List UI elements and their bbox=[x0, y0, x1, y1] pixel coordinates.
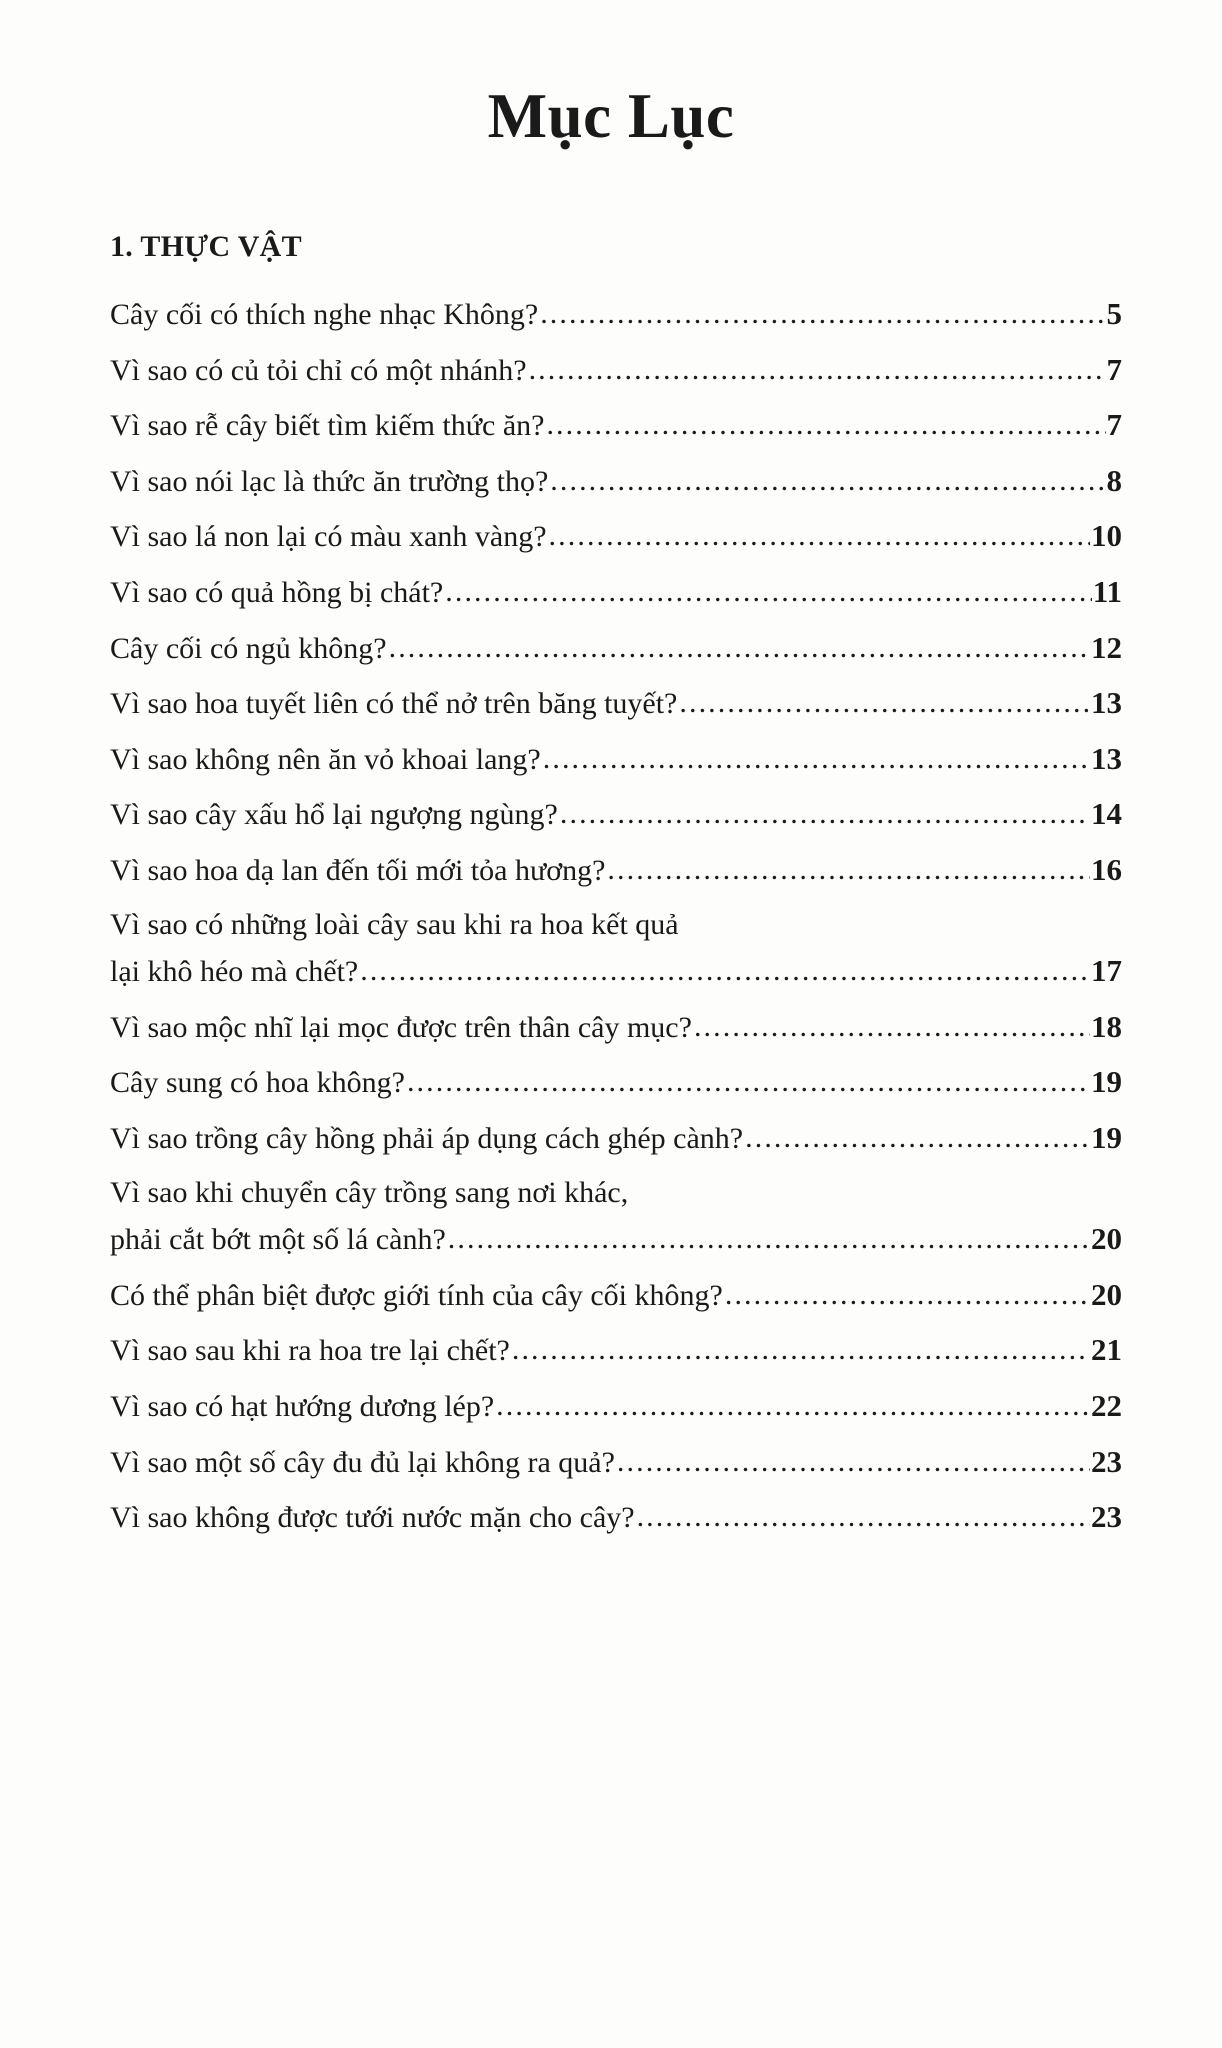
toc-entry-title: Vì sao nói lạc là thức ăn trường thọ? bbox=[110, 464, 549, 498]
toc-entry-line bbox=[110, 1114, 1122, 1162]
toc-entry[interactable] bbox=[110, 1003, 1122, 1051]
toc-entry-page-number: 21 bbox=[1091, 1332, 1122, 1368]
toc-entry-line bbox=[110, 624, 1122, 672]
dot-leader bbox=[549, 513, 1090, 559]
toc-entry-title: Cây cối có ngủ không? bbox=[110, 631, 387, 665]
toc-entry-title: Vì sao không nên ăn vỏ khoai lang? bbox=[110, 742, 541, 776]
toc-entry-line bbox=[110, 568, 1122, 616]
toc-entry-title-line-1 bbox=[110, 1170, 1122, 1216]
toc-entry[interactable] bbox=[110, 679, 1122, 727]
toc-entry[interactable] bbox=[110, 290, 1122, 338]
toc-entry-page-number: 23 bbox=[1091, 1443, 1122, 1479]
page-title: Mục Lục bbox=[487, 81, 735, 151]
toc-entry-title: Vì sao cây xấu hổ lại ngượng ngùng? bbox=[110, 798, 558, 832]
toc-entry-page-number: 5 bbox=[1106, 296, 1122, 332]
toc-entry[interactable] bbox=[110, 846, 1122, 894]
toc-entry-line bbox=[110, 346, 1122, 394]
toc-entry-line bbox=[110, 512, 1122, 560]
toc-entry[interactable] bbox=[110, 902, 1122, 995]
toc-entry[interactable] bbox=[110, 624, 1122, 672]
toc-entry[interactable] bbox=[110, 1058, 1122, 1106]
dot-leader bbox=[550, 458, 1105, 504]
toc-entry-page-number: 19 bbox=[1091, 1119, 1122, 1155]
toc-entry-page-number: 12 bbox=[1091, 629, 1122, 665]
toc-entry-line bbox=[110, 1003, 1122, 1051]
toc-entry-title: Vì sao không được tưới nước mặn cho cây? bbox=[110, 1501, 635, 1535]
dot-leader bbox=[679, 680, 1090, 726]
toc-entry-title: Vì sao rễ cây biết tìm kiếm thức ăn? bbox=[110, 409, 545, 443]
section-heading-thuc-vat: 1. THỰC VẬT bbox=[110, 230, 302, 264]
toc-entry-title: Vì sao có quả hồng bị chát? bbox=[110, 576, 444, 609]
toc-entry-line bbox=[110, 1058, 1122, 1106]
dot-leader bbox=[512, 1327, 1090, 1373]
dot-leader bbox=[448, 1216, 1090, 1262]
toc-entry-title: Có thể phân biệt được giới tính của cây cối không? bbox=[110, 1278, 723, 1312]
toc-entry-line bbox=[110, 679, 1122, 727]
toc-entry-title-line-2 bbox=[110, 1215, 1122, 1263]
toc-entry[interactable] bbox=[110, 346, 1122, 394]
toc-entry-line bbox=[110, 1271, 1122, 1319]
toc-entry-page-number: 17 bbox=[1091, 953, 1122, 989]
toc-entry-line bbox=[110, 1493, 1122, 1541]
table-of-contents bbox=[100, 230, 1122, 1541]
toc-entry-page-number: 11 bbox=[1092, 574, 1122, 609]
toc-entry-page-number: 23 bbox=[1091, 1499, 1122, 1535]
dot-leader bbox=[745, 1115, 1090, 1161]
toc-entry[interactable] bbox=[110, 1382, 1122, 1430]
toc-entry-line bbox=[110, 1326, 1122, 1374]
toc-entry-title-continuation: phải cắt bớt một số lá cành? bbox=[110, 1223, 446, 1257]
toc-entry-title: Cây cối có thích nghe nhạc Không? bbox=[110, 298, 539, 332]
toc-entry-title: Cây sung có hoa không? bbox=[110, 1066, 405, 1100]
toc-entry-title: Vì sao mộc nhĩ lại mọc được trên thân cây mục? bbox=[110, 1010, 692, 1044]
toc-entry[interactable] bbox=[110, 1326, 1122, 1374]
dot-leader bbox=[496, 1383, 1090, 1429]
toc-entry-line bbox=[110, 735, 1122, 783]
toc-entry[interactable] bbox=[110, 401, 1122, 449]
dot-leader bbox=[529, 347, 1106, 393]
toc-entry-line bbox=[110, 457, 1122, 505]
toc-entry-title: Vì sao hoa tuyết liên có thể nở trên băng tuyết? bbox=[110, 687, 678, 721]
toc-entry-page-number: 10 bbox=[1091, 518, 1122, 554]
toc-entry-page-number: 7 bbox=[1106, 351, 1122, 387]
toc-entry-page-number: 14 bbox=[1091, 796, 1122, 832]
toc-entry[interactable] bbox=[110, 790, 1122, 838]
toc-entry-title-line-2 bbox=[110, 947, 1122, 995]
toc-entry-title: Vì sao lá non lại có màu xanh vàng? bbox=[110, 520, 547, 554]
toc-entry-title: Vì sao hoa dạ lan đến tối mới tỏa hương? bbox=[110, 853, 606, 887]
dot-leader bbox=[407, 1059, 1090, 1105]
dot-leader bbox=[725, 1272, 1090, 1318]
toc-entry-page-number: 22 bbox=[1091, 1387, 1122, 1423]
dot-leader bbox=[560, 791, 1090, 837]
toc-entry-page-number: 20 bbox=[1091, 1221, 1122, 1257]
toc-entry-page-number: 18 bbox=[1091, 1008, 1122, 1044]
dot-leader bbox=[607, 847, 1090, 893]
dot-leader bbox=[540, 291, 1105, 337]
toc-entry-line bbox=[110, 1438, 1122, 1486]
toc-entry[interactable] bbox=[110, 1114, 1122, 1162]
toc-entry-page-number: 7 bbox=[1106, 407, 1122, 443]
dot-leader bbox=[543, 736, 1090, 782]
toc-entry-line bbox=[110, 290, 1122, 338]
toc-entry-page-number: 13 bbox=[1091, 685, 1122, 721]
toc-entry[interactable] bbox=[110, 512, 1122, 560]
toc-entry[interactable] bbox=[110, 1170, 1122, 1263]
toc-entry-page-number: 20 bbox=[1091, 1276, 1122, 1312]
toc-entry[interactable] bbox=[110, 457, 1122, 505]
toc-entry-title: Vì sao có củ tỏi chỉ có một nhánh? bbox=[110, 353, 527, 387]
toc-entry-title: Vì sao khi chuyển cây trồng sang nơi khác, bbox=[110, 1175, 629, 1209]
toc-entry-title: Vì sao sau khi ra hoa tre lại chết? bbox=[110, 1334, 510, 1368]
toc-entry-page-number: 16 bbox=[1091, 851, 1122, 887]
toc-entry-title: Vì sao có những loài cây sau khi ra hoa kết quả bbox=[110, 907, 679, 941]
dot-leader bbox=[694, 1004, 1090, 1050]
toc-entry[interactable] bbox=[110, 1438, 1122, 1486]
toc-entry[interactable] bbox=[110, 1271, 1122, 1319]
toc-entry-line bbox=[110, 790, 1122, 838]
toc-entry-page-number: 13 bbox=[1091, 740, 1122, 776]
dot-leader bbox=[617, 1439, 1090, 1485]
dot-leader bbox=[389, 625, 1090, 671]
toc-entry-title: Vì sao có hạt hướng dương lép? bbox=[110, 1389, 495, 1423]
toc-entry-title-line-1 bbox=[110, 902, 1122, 948]
dot-leader bbox=[546, 402, 1105, 448]
dot-leader bbox=[637, 1494, 1090, 1540]
toc-entry-line bbox=[110, 1382, 1122, 1430]
toc-entry-line bbox=[110, 401, 1122, 449]
toc-entry-title: Vì sao trồng cây hồng phải áp dụng cách ghép cành? bbox=[110, 1121, 744, 1155]
dot-leader bbox=[445, 569, 1091, 615]
toc-entry-page-number: 8 bbox=[1106, 462, 1122, 498]
toc-entry[interactable] bbox=[110, 568, 1122, 616]
toc-entry-title: Vì sao một số cây đu đủ lại không ra quả? bbox=[110, 1445, 615, 1479]
toc-entry[interactable] bbox=[110, 1493, 1122, 1541]
toc-entry-title-continuation: lại khô héo mà chết? bbox=[110, 955, 359, 989]
toc-entry-list bbox=[100, 290, 1122, 1541]
dot-leader bbox=[360, 948, 1090, 994]
toc-entry-line bbox=[110, 846, 1122, 894]
toc-entry[interactable] bbox=[110, 735, 1122, 783]
toc-entry-page-number: 19 bbox=[1091, 1064, 1122, 1100]
